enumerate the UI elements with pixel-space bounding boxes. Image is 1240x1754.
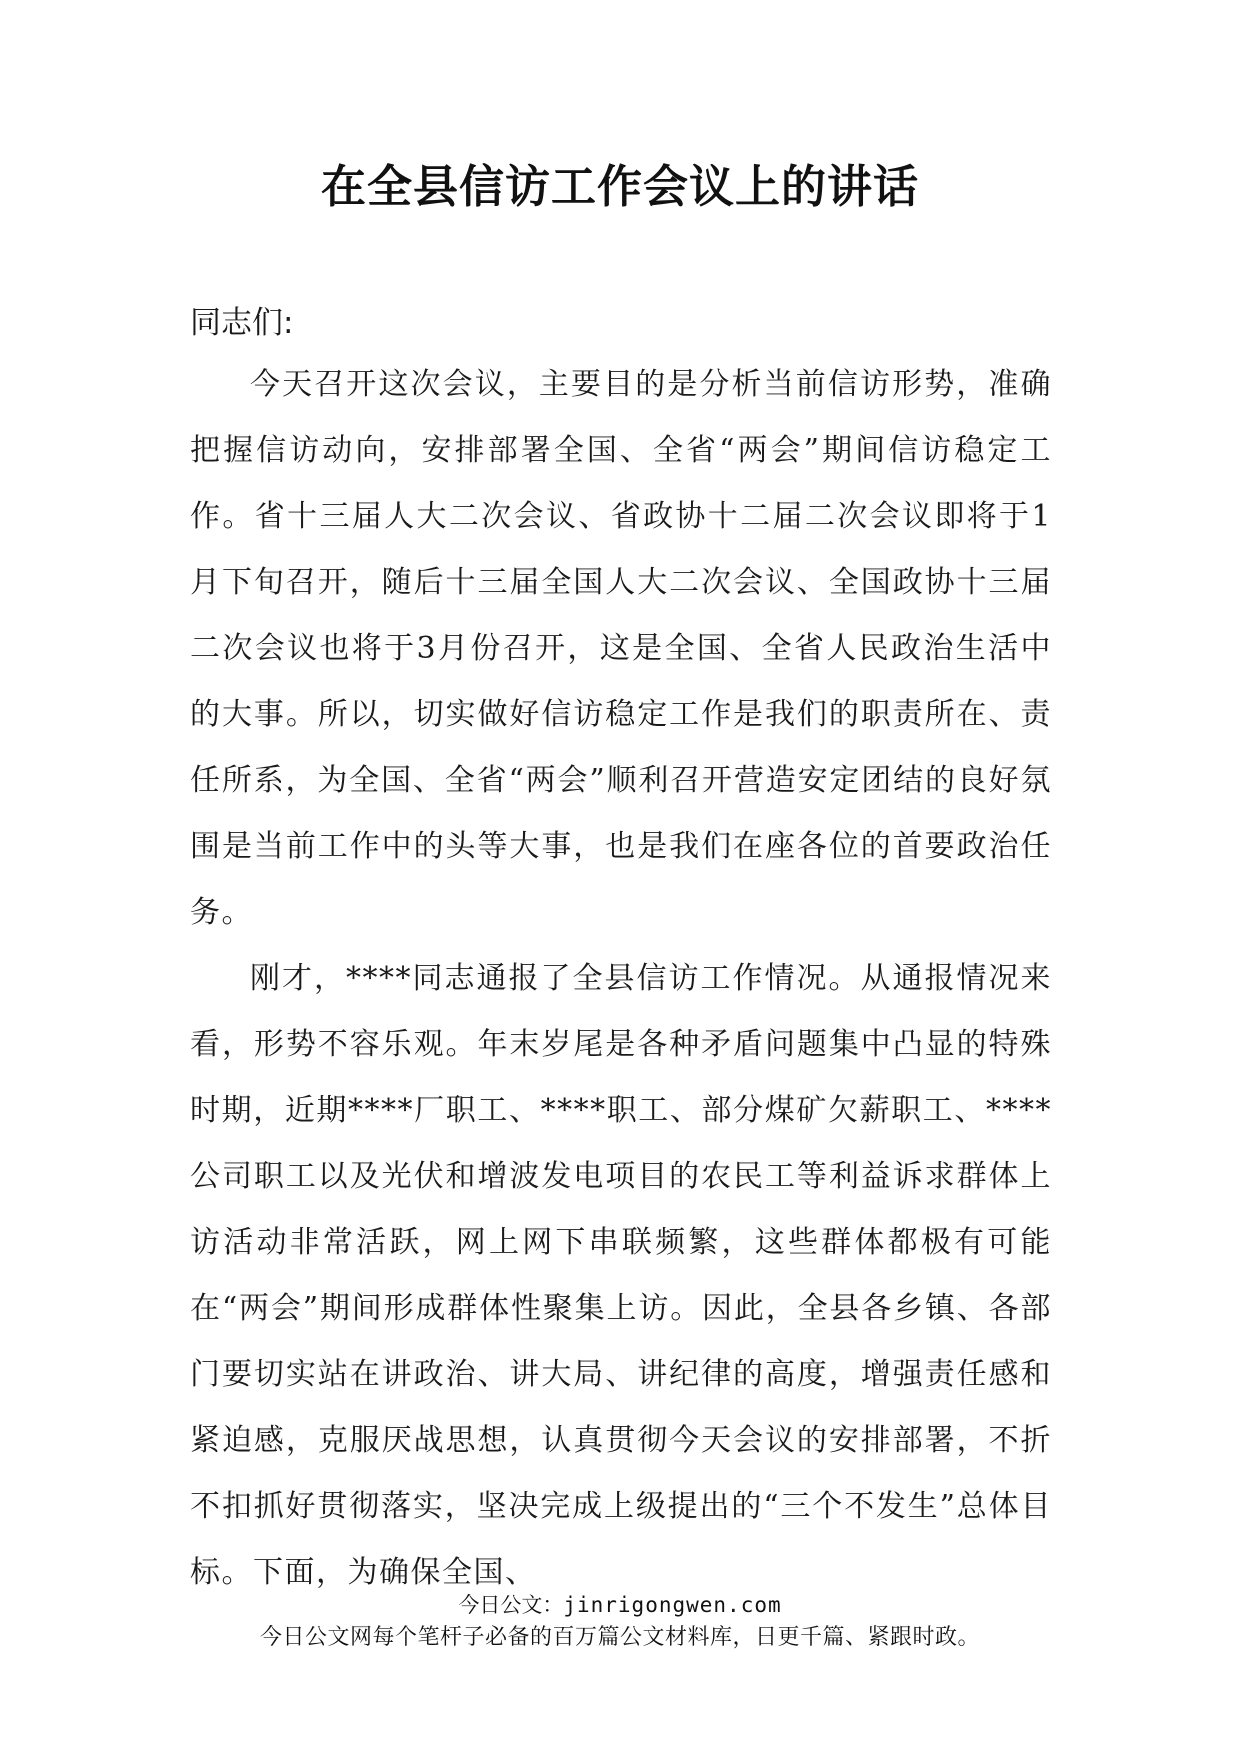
document-title: 在全县信访工作会议上的讲话 (320, 160, 919, 213)
document-body (190, 290, 1052, 1606)
footer-site-url[interactable]: jinrigongwen.com (563, 1593, 782, 1617)
footer-slogan: 今日公文网每个笔杆子必备的百万篇公文材料库，日更千篇、紧跟时政。 (259, 1625, 980, 1650)
paragraph: 刚才，****同志通报了全县信访工作情况。从通报情况来看，形势不容乐观。年末岁尾是各种矛盾问题集中凸显的特殊时期，近期****厂职工、****职工、部分煤矿欠薪职工、****公司职工以及光伏和增波发电项目的农民工等利益诉求群体上访活动非常活跃，网上网下串联频繁，这些群体都极有可能在“两会”期间形成群体性聚集上访。因此，全县各乡镇、各部门要切实站在讲政治、讲大局、讲纪律的高度，增强责任感和紧迫感，克服厌战思想，认真贯彻今天会议的安排部署，不折不扣抓好贯彻落实，坚决完成上级提出的“三个不发生”总体目标。下面，为确保全国、 (190, 961, 1052, 1590)
footer-site-label: 今日公文： (458, 1593, 564, 1617)
footer-site-line (0, 1589, 1240, 1619)
salutation: 同志们: (190, 305, 294, 341)
paragraph: 今天召开这次会议，主要目的是分析当前信访形势，准确把握信访动向，安排部署全国、全省“两会”期间信访稳定工作。省十三届人大二次会议、省政协十二届二次会议即将于1月下旬召开，随后十三届全国人大二次会议、全国政协十三届二次会议也将于3月份召开，这是全国、全省人民政治生活中的大事。所以，切实做好信访稳定工作是我们的职责所在、责任所系，为全国、全省“两会”顺利召开营造安定团结的良好氛围是当前工作中的头等大事，也是我们在座各位的首要政治任务。 (190, 367, 1052, 930)
